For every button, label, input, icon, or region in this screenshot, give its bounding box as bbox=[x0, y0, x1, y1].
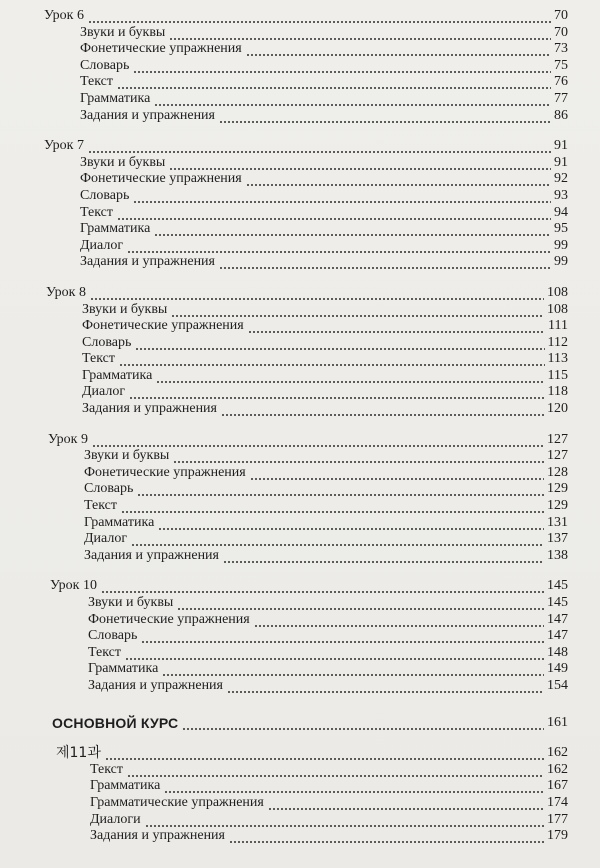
lesson-heading-label: Урок 10 bbox=[50, 578, 97, 594]
lesson-heading bbox=[0, 8, 600, 25]
toc-item-page-number: 137 bbox=[547, 531, 568, 547]
toc-item bbox=[0, 628, 600, 645]
toc-item-page-number: 111 bbox=[548, 318, 568, 334]
toc-item-page-number: 92 bbox=[554, 171, 568, 187]
toc-item-page-number: 149 bbox=[547, 661, 568, 677]
toc-item bbox=[0, 155, 600, 172]
toc-item bbox=[0, 74, 600, 91]
toc-item-page-number: 129 bbox=[547, 498, 568, 514]
dot-leader bbox=[248, 318, 545, 335]
dot-leader bbox=[101, 578, 544, 595]
section-heading bbox=[0, 715, 600, 732]
dot-leader bbox=[92, 432, 544, 449]
toc-item-label: Звуки и буквы bbox=[80, 154, 166, 170]
lesson-heading-page-number: 91 bbox=[554, 138, 568, 154]
toc-item-label: Задания и упражнения bbox=[80, 107, 215, 123]
toc-item bbox=[0, 108, 600, 125]
toc-item-label: Звуки и буквы bbox=[80, 24, 166, 40]
lesson-heading bbox=[0, 745, 600, 762]
toc-item bbox=[0, 515, 600, 532]
dot-leader bbox=[250, 465, 544, 482]
toc-item-page-number: 162 bbox=[547, 761, 568, 777]
spacer bbox=[0, 564, 600, 578]
dot-leader bbox=[88, 8, 551, 25]
spacer bbox=[0, 418, 600, 432]
dot-leader bbox=[145, 812, 544, 829]
toc-item-page-number: 131 bbox=[547, 514, 568, 530]
toc-item-label: Словарь bbox=[84, 481, 134, 497]
dot-leader bbox=[125, 645, 544, 662]
toc-item-label: Звуки и буквы bbox=[84, 448, 170, 464]
lesson-heading-page-number: 108 bbox=[547, 284, 568, 300]
toc-item bbox=[0, 205, 600, 222]
toc-item-label: Задания и упражнения bbox=[84, 547, 219, 563]
toc-item-label: Грамматика bbox=[82, 367, 153, 383]
dot-leader bbox=[173, 448, 544, 465]
toc-item bbox=[0, 645, 600, 662]
toc-item-label: Текст bbox=[82, 351, 116, 367]
dot-leader bbox=[133, 58, 551, 75]
dot-leader bbox=[105, 745, 544, 762]
dot-leader bbox=[156, 368, 544, 385]
dot-leader bbox=[162, 661, 544, 678]
toc-item bbox=[0, 335, 600, 352]
dot-leader bbox=[219, 108, 551, 125]
toc-item-page-number: 115 bbox=[547, 367, 568, 383]
toc-item-label: Словарь bbox=[80, 187, 130, 203]
dot-leader bbox=[127, 238, 551, 255]
dot-leader bbox=[246, 41, 551, 58]
toc-item-label: Грамматика bbox=[88, 661, 159, 677]
toc-item-page-number: 112 bbox=[547, 334, 568, 350]
toc-item bbox=[0, 531, 600, 548]
dot-leader bbox=[268, 795, 544, 812]
dot-leader bbox=[221, 401, 544, 418]
toc-item bbox=[0, 254, 600, 271]
dot-leader bbox=[219, 254, 551, 271]
toc-item bbox=[0, 762, 600, 779]
toc-item bbox=[0, 302, 600, 319]
toc-item-label: Задания и упражнения bbox=[80, 254, 215, 270]
toc-item-label: Словарь bbox=[80, 57, 130, 73]
toc-item-label: Диалог bbox=[80, 237, 124, 253]
toc-item-label: Диалог bbox=[84, 531, 128, 547]
toc-item-page-number: 147 bbox=[547, 611, 568, 627]
section-heading-label: ОСНОВНОЙ КУРС bbox=[52, 714, 179, 731]
lesson-heading-label: Урок 8 bbox=[46, 284, 86, 300]
dot-leader bbox=[169, 25, 551, 42]
toc-item bbox=[0, 498, 600, 515]
toc-item bbox=[0, 778, 600, 795]
toc-item-page-number: 148 bbox=[547, 644, 568, 660]
toc-item-page-number: 94 bbox=[554, 204, 568, 220]
toc-item-page-number: 120 bbox=[547, 401, 568, 417]
toc-item-page-number: 147 bbox=[547, 628, 568, 644]
toc-item bbox=[0, 401, 600, 418]
toc-item-page-number: 179 bbox=[547, 828, 568, 844]
toc-item-label: Текст bbox=[80, 74, 114, 90]
dot-leader bbox=[129, 384, 544, 401]
toc-item-page-number: 118 bbox=[547, 384, 568, 400]
dot-leader bbox=[154, 91, 551, 108]
toc-item-page-number: 77 bbox=[554, 90, 568, 106]
toc-item-label: Фонетические упражнения bbox=[88, 611, 250, 627]
toc-item-label: Текст bbox=[80, 204, 114, 220]
toc-item-label: Звуки и буквы bbox=[82, 301, 168, 317]
dot-leader bbox=[88, 138, 551, 155]
toc-item bbox=[0, 351, 600, 368]
dot-leader bbox=[223, 548, 544, 565]
toc-item-label: Задания и упражнения bbox=[88, 677, 223, 693]
toc-item-page-number: 93 bbox=[554, 187, 568, 203]
toc-item bbox=[0, 548, 600, 565]
toc-item-page-number: 70 bbox=[554, 24, 568, 40]
spacer bbox=[0, 695, 600, 715]
toc-item-page-number: 177 bbox=[547, 811, 568, 827]
toc-item-label: Текст bbox=[84, 498, 118, 514]
toc-item bbox=[0, 384, 600, 401]
toc-item bbox=[0, 238, 600, 255]
lesson-heading-label: Урок 6 bbox=[44, 8, 84, 23]
dot-leader bbox=[229, 828, 544, 845]
toc-item bbox=[0, 91, 600, 108]
dot-leader bbox=[131, 531, 544, 548]
toc-item-page-number: 167 bbox=[547, 778, 568, 794]
toc-item-page-number: 128 bbox=[547, 464, 568, 480]
lesson-heading bbox=[0, 578, 600, 595]
toc-item bbox=[0, 171, 600, 188]
dot-leader bbox=[135, 335, 544, 352]
toc-item-label: Фонетические упражнения bbox=[80, 171, 242, 187]
dot-leader bbox=[90, 285, 544, 302]
toc-item-label: Грамматика bbox=[80, 221, 151, 237]
toc-item-page-number: 99 bbox=[554, 237, 568, 253]
toc-item-label: Диалог bbox=[82, 384, 126, 400]
dot-leader bbox=[169, 155, 551, 172]
toc-item-page-number: 174 bbox=[547, 794, 568, 810]
toc-item-label: Задания и упражнения bbox=[82, 401, 217, 417]
toc-item-page-number: 154 bbox=[547, 677, 568, 693]
toc-item bbox=[0, 612, 600, 629]
toc-item-label: Звуки и буквы bbox=[88, 595, 174, 610]
dot-leader bbox=[164, 778, 544, 795]
dot-leader bbox=[137, 481, 544, 498]
lesson-heading-label: 제11과 bbox=[56, 745, 101, 762]
toc-item-label: Словарь bbox=[82, 334, 132, 350]
toc-item-page-number: 113 bbox=[547, 351, 568, 367]
toc-item-page-number: 73 bbox=[554, 41, 568, 57]
lesson-heading-label: Урок 7 bbox=[44, 138, 84, 154]
toc-item-page-number: 99 bbox=[554, 254, 568, 270]
toc-item-label: Фонетические упражнения bbox=[82, 318, 244, 334]
lesson-heading bbox=[0, 138, 600, 155]
dot-leader bbox=[141, 628, 544, 645]
toc-item-label: Словарь bbox=[88, 628, 138, 644]
dot-leader bbox=[177, 595, 544, 612]
toc-item-page-number: 76 bbox=[554, 74, 568, 90]
toc-item bbox=[0, 661, 600, 678]
toc-item-page-number: 108 bbox=[547, 301, 568, 317]
dot-leader bbox=[133, 188, 551, 205]
toc-item-label: Текст bbox=[88, 644, 122, 660]
lesson-heading-page-number: 70 bbox=[554, 8, 568, 23]
dot-leader bbox=[158, 515, 544, 532]
toc-item-page-number: 75 bbox=[554, 57, 568, 73]
toc-item-label: Задания и упражнения bbox=[90, 828, 225, 844]
toc-item-page-number: 86 bbox=[554, 107, 568, 123]
toc-item bbox=[0, 481, 600, 498]
toc-item-page-number: 145 bbox=[547, 595, 568, 610]
table-of-contents bbox=[0, 8, 600, 845]
toc-item bbox=[0, 188, 600, 205]
toc-item-label: Грамматические упражнения bbox=[90, 794, 264, 810]
lesson-heading-label: Урок 9 bbox=[48, 431, 88, 447]
toc-item-label: Фонетические упражнения bbox=[80, 41, 242, 57]
dot-leader bbox=[117, 74, 551, 91]
dot-leader bbox=[227, 678, 544, 695]
lesson-heading bbox=[0, 432, 600, 449]
toc-item-label: Грамматика bbox=[90, 778, 161, 794]
dot-leader bbox=[127, 762, 544, 779]
toc-item bbox=[0, 221, 600, 238]
toc-item-label: Фонетические упражнения bbox=[84, 464, 246, 480]
toc-item bbox=[0, 465, 600, 482]
toc-item bbox=[0, 595, 600, 612]
toc-item bbox=[0, 448, 600, 465]
lesson-heading bbox=[0, 285, 600, 302]
toc-item-page-number: 129 bbox=[547, 481, 568, 497]
toc-item-label: Грамматика bbox=[84, 514, 155, 530]
toc-item-label: Диалоги bbox=[90, 811, 141, 827]
lesson-heading-page-number: 162 bbox=[547, 745, 568, 761]
spacer bbox=[0, 271, 600, 285]
toc-item bbox=[0, 368, 600, 385]
toc-item-page-number: 138 bbox=[547, 547, 568, 563]
dot-leader bbox=[119, 351, 544, 368]
toc-item bbox=[0, 812, 600, 829]
dot-leader bbox=[121, 498, 544, 515]
toc-item bbox=[0, 795, 600, 812]
dot-leader bbox=[254, 612, 544, 629]
lesson-heading-page-number: 145 bbox=[547, 578, 568, 594]
spacer bbox=[0, 124, 600, 138]
toc-item-page-number: 91 bbox=[554, 154, 568, 170]
dot-leader bbox=[171, 302, 544, 319]
dot-leader bbox=[154, 221, 551, 238]
toc-item bbox=[0, 828, 600, 845]
dot-leader bbox=[246, 171, 551, 188]
toc-item bbox=[0, 318, 600, 335]
toc-item-page-number: 95 bbox=[554, 221, 568, 237]
toc-item bbox=[0, 41, 600, 58]
toc-item bbox=[0, 25, 600, 42]
dot-leader bbox=[182, 715, 544, 732]
dot-leader bbox=[117, 205, 551, 222]
toc-item bbox=[0, 678, 600, 695]
toc-item-label: Грамматика bbox=[80, 90, 151, 106]
lesson-heading-page-number: 127 bbox=[547, 431, 568, 447]
section-heading-page-number: 161 bbox=[547, 714, 568, 730]
toc-item bbox=[0, 58, 600, 75]
spacer bbox=[0, 731, 600, 745]
toc-item-label: Текст bbox=[90, 761, 124, 777]
toc-item-page-number: 127 bbox=[547, 448, 568, 464]
